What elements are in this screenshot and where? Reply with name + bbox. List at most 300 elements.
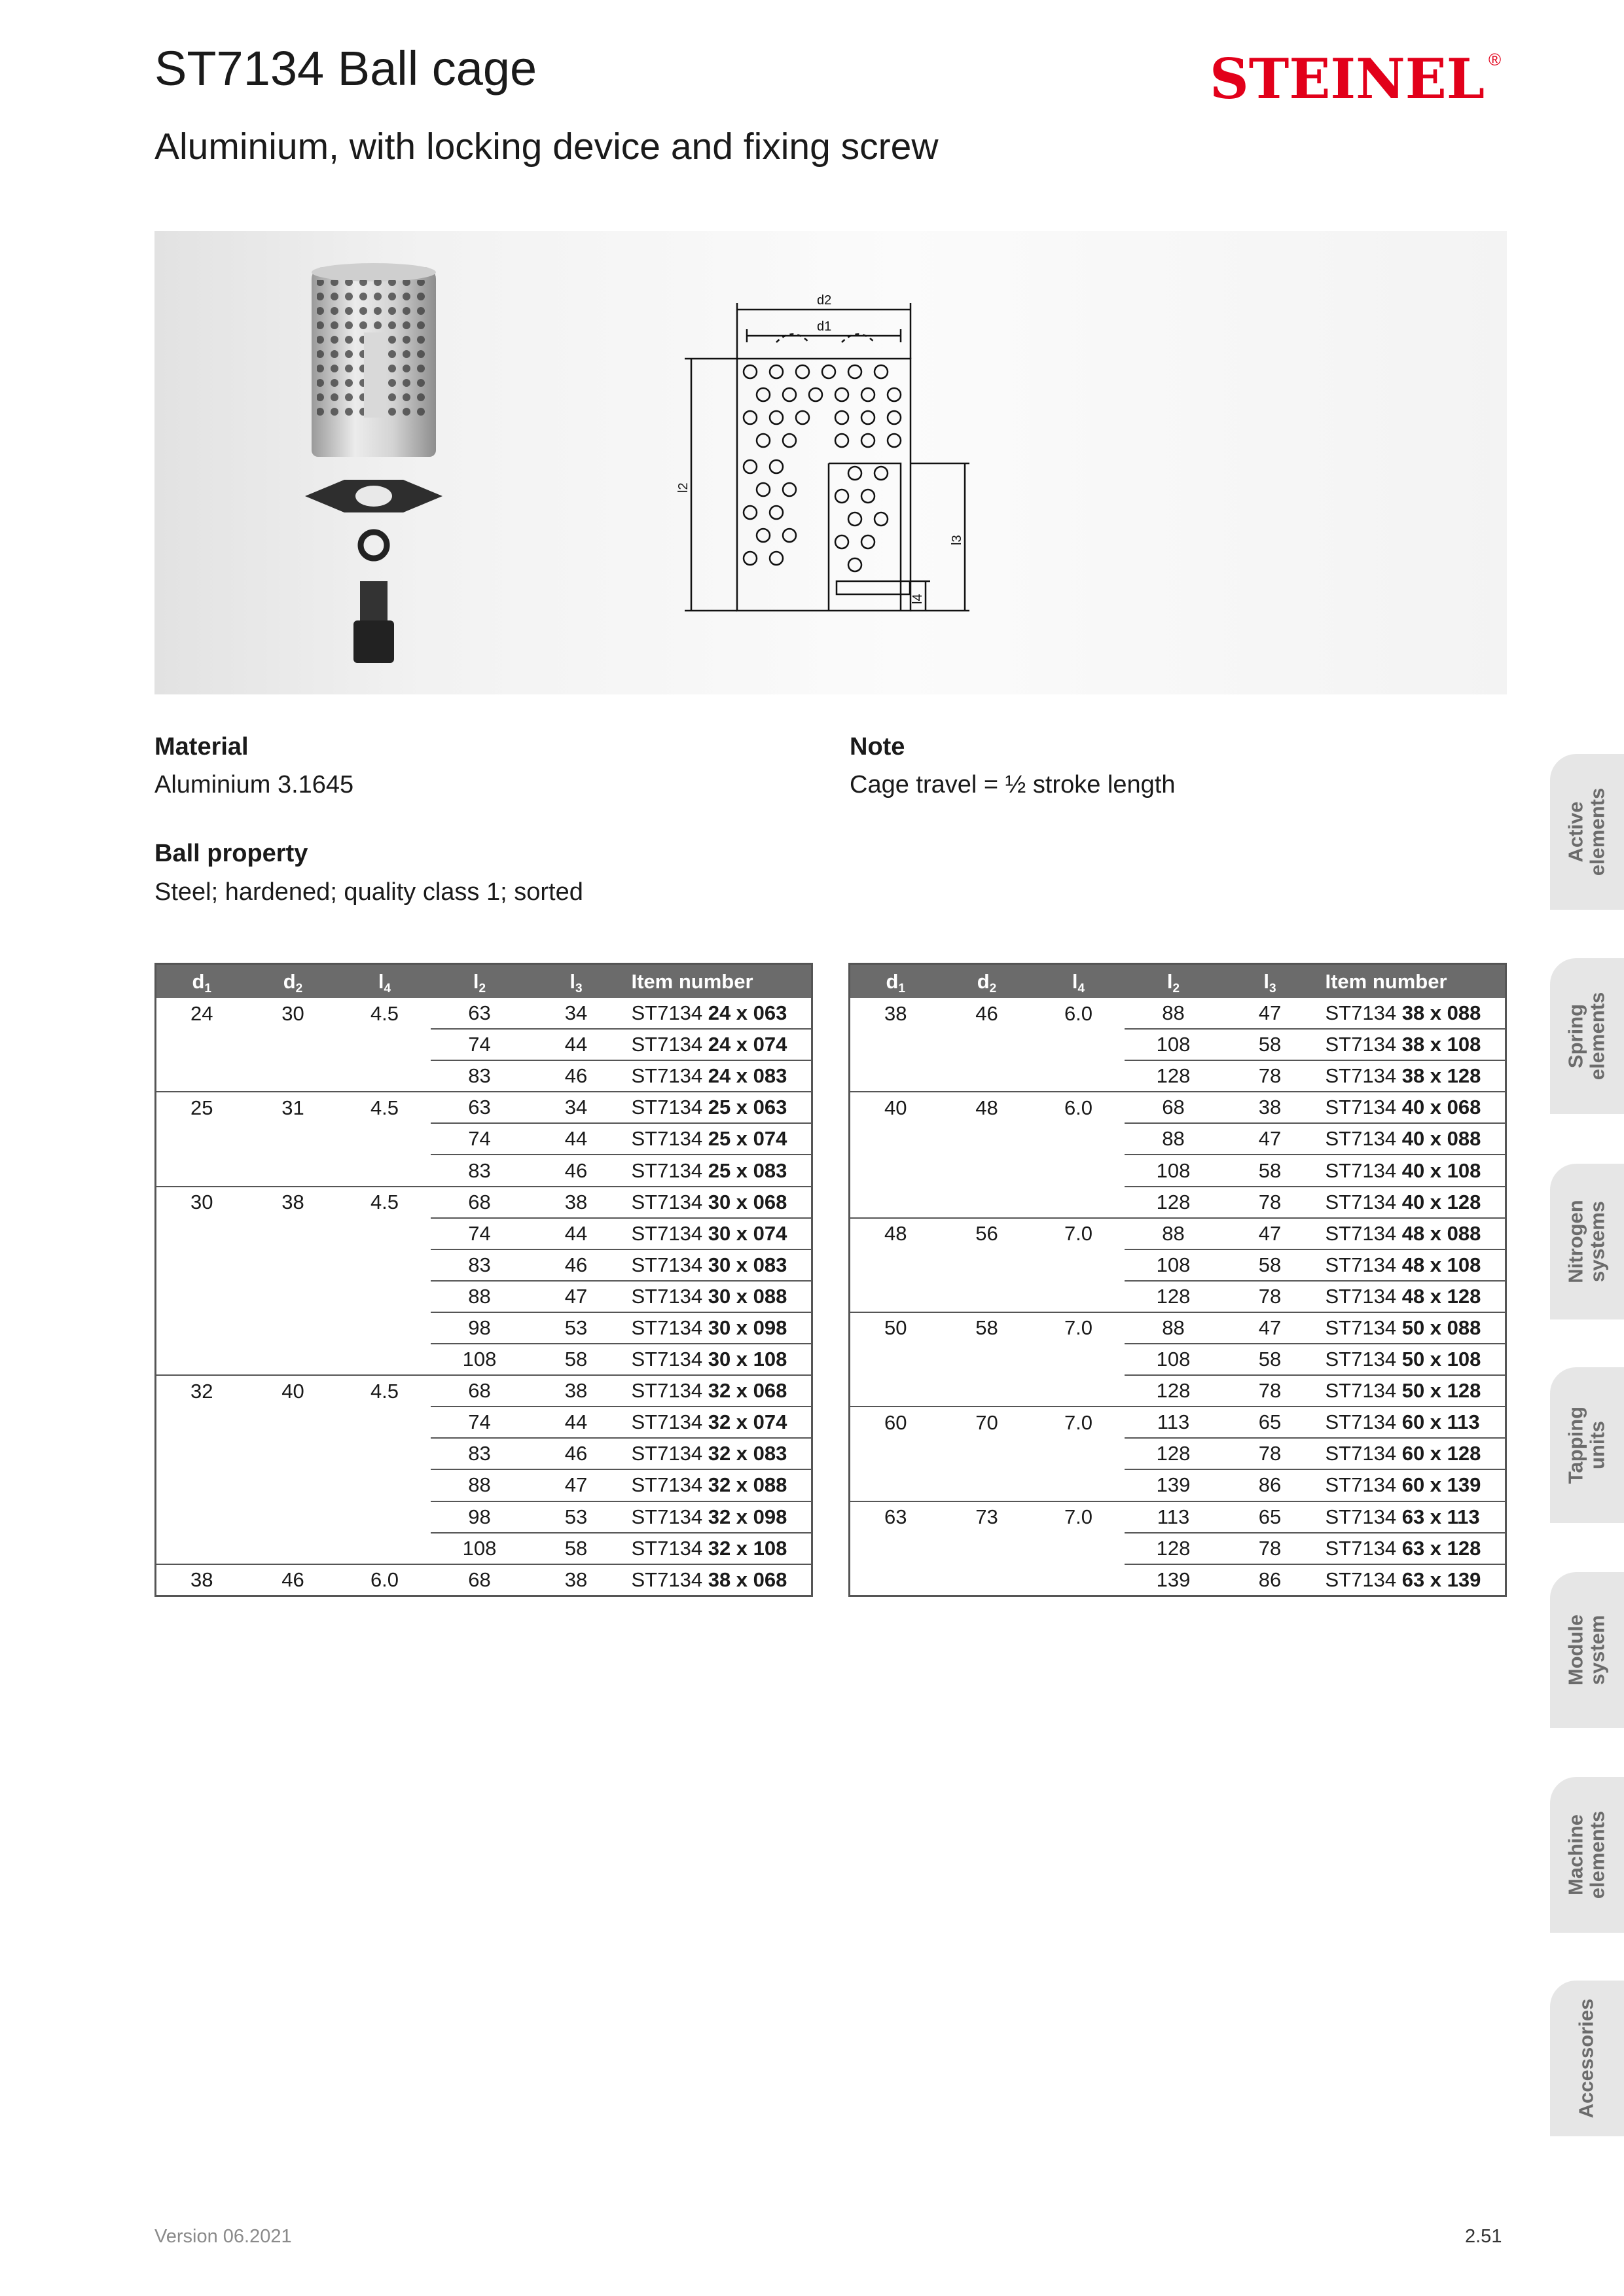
cell-l2: 108 (1125, 1029, 1223, 1060)
cell-l2: 98 (431, 1312, 529, 1344)
cell-l2: 74 (431, 1218, 529, 1249)
side-tab-4[interactable] (1550, 1572, 1624, 1728)
cell-empty (339, 1218, 431, 1249)
cell-item-number (624, 1501, 812, 1533)
col-d2: d2 (941, 964, 1033, 999)
cell-empty (850, 1187, 941, 1218)
item-prefix: ST7134 (631, 1158, 708, 1182)
item-prefix: ST7134 (631, 1253, 708, 1276)
item-prefix: ST7134 (1325, 1316, 1402, 1339)
table-row (850, 1187, 1506, 1218)
cell-d2: 73 (941, 1501, 1033, 1533)
cell-l2: 128 (1125, 1438, 1223, 1469)
cell-l2: 139 (1125, 1469, 1223, 1501)
cell-item-number (624, 1469, 812, 1501)
cell-empty (1033, 1438, 1125, 1469)
col-item-number: Item number (624, 964, 812, 999)
cell-l4: 7.0 (1033, 1407, 1125, 1438)
side-tab-label: Spring elements (1564, 992, 1608, 1081)
table-row (156, 1123, 812, 1155)
cell-empty (1033, 1155, 1125, 1186)
technical-drawing (678, 277, 1149, 643)
cell-d1: 60 (850, 1407, 941, 1438)
cell-l3: 53 (529, 1501, 624, 1533)
table-row (850, 1469, 1506, 1501)
cell-empty (339, 1407, 431, 1438)
cell-empty (850, 1029, 941, 1060)
side-tab-2[interactable] (1550, 1164, 1624, 1319)
cell-empty (339, 1060, 431, 1092)
item-prefix: ST7134 (1325, 1127, 1402, 1151)
item-prefix: ST7134 (631, 1348, 708, 1371)
cell-d1: 50 (850, 1312, 941, 1344)
cell-item-number (624, 1564, 812, 1596)
cell-l2: 74 (431, 1407, 529, 1438)
cell-item-number (624, 1438, 812, 1469)
item-code: 30 x 074 (708, 1221, 787, 1245)
cell-l3: 44 (529, 1123, 624, 1155)
cell-empty (1033, 1187, 1125, 1218)
table-row (156, 1501, 812, 1533)
cell-empty (156, 1029, 247, 1060)
item-prefix: ST7134 (1325, 1190, 1402, 1213)
cell-empty (941, 1344, 1033, 1375)
cell-d2: 40 (247, 1375, 339, 1407)
item-prefix: ST7134 (1325, 1253, 1402, 1276)
cell-item-number (624, 1249, 812, 1281)
col-item-number: Item number (1318, 964, 1506, 999)
table-row (850, 1281, 1506, 1312)
cell-empty (156, 1344, 247, 1375)
item-code: 32 x 074 (708, 1410, 787, 1434)
cell-empty (941, 1564, 1033, 1596)
cell-item-number (1318, 1501, 1506, 1533)
cell-l3: 65 (1223, 1407, 1318, 1438)
product-photo (298, 260, 456, 679)
page-number: 2.51 (1465, 2226, 1502, 2247)
cell-empty (339, 1469, 431, 1501)
cell-l3: 46 (529, 1060, 624, 1092)
side-tab-1[interactable] (1550, 958, 1624, 1114)
cell-d1: 30 (156, 1187, 247, 1218)
item-code: 38 x 088 (1401, 1001, 1481, 1025)
cell-empty (850, 1249, 941, 1281)
cell-item-number (624, 1029, 812, 1060)
side-tab-label: Machine elements (1564, 1810, 1608, 1899)
cell-item-number (624, 1218, 812, 1249)
item-prefix: ST7134 (1325, 1410, 1402, 1434)
item-code: 60 x 139 (1401, 1473, 1481, 1497)
cell-l2: 68 (1125, 1092, 1223, 1123)
cell-l3: 58 (529, 1344, 624, 1375)
cell-l2: 108 (1125, 1344, 1223, 1375)
col-l3: l3 (529, 964, 624, 999)
cell-l3: 78 (1223, 1533, 1318, 1564)
table-row (156, 1564, 812, 1596)
cell-l4: 4.5 (339, 1375, 431, 1407)
dimension-table-left (154, 963, 813, 1597)
cell-empty (156, 1060, 247, 1092)
cell-item-number (624, 1092, 812, 1123)
material-heading: Material (154, 733, 249, 761)
cell-empty (941, 1060, 1033, 1092)
cell-empty (850, 1060, 941, 1092)
cell-item-number (1318, 1312, 1506, 1344)
cell-item-number (1318, 1281, 1506, 1312)
cell-empty (941, 1469, 1033, 1501)
cell-d1: 63 (850, 1501, 941, 1533)
cell-l2: 128 (1125, 1281, 1223, 1312)
cell-empty (156, 1155, 247, 1186)
table-row (156, 1187, 812, 1218)
item-prefix: ST7134 (631, 1190, 708, 1213)
cell-item-number (1318, 1407, 1506, 1438)
item-prefix: ST7134 (1325, 1473, 1402, 1497)
cell-l2: 108 (431, 1533, 529, 1564)
cell-l2: 113 (1125, 1407, 1223, 1438)
cell-l3: 86 (1223, 1564, 1318, 1596)
cell-empty (247, 1029, 339, 1060)
table-row (156, 998, 812, 1029)
item-prefix: ST7134 (631, 1442, 708, 1465)
item-code: 50 x 128 (1401, 1379, 1481, 1403)
cell-item-number (1318, 998, 1506, 1029)
item-prefix: ST7134 (1325, 1284, 1402, 1308)
cell-d1: 25 (156, 1092, 247, 1123)
cell-d1: 24 (190, 1001, 213, 1025)
cell-l3: 47 (529, 1281, 624, 1312)
table-row (156, 1218, 812, 1249)
cell-l2: 128 (1125, 1533, 1223, 1564)
cell-l3: 78 (1223, 1060, 1318, 1092)
cell-item-number (1318, 1469, 1506, 1501)
item-code: 25 x 074 (708, 1127, 787, 1151)
item-code: 48 x 088 (1401, 1221, 1481, 1245)
item-code: 32 x 083 (708, 1442, 787, 1465)
item-prefix: ST7134 (631, 1316, 708, 1339)
table-row (850, 1564, 1506, 1596)
cell-item-number (1318, 1218, 1506, 1249)
cell-l4: 7.0 (1033, 1501, 1125, 1533)
cell-l3: 58 (1223, 1249, 1318, 1281)
page-subtitle: Aluminium, with locking device and fixing screw (154, 126, 939, 168)
table-row (156, 1438, 812, 1469)
cell-empty (1033, 1029, 1125, 1060)
cell-item-number (1318, 1533, 1506, 1564)
note-text: Cage travel = ½ stroke length (850, 771, 1176, 798)
cell-l4: 6.0 (1064, 1001, 1093, 1025)
table-row (156, 1249, 812, 1281)
cell-item-number (1318, 1564, 1506, 1596)
cell-empty (941, 1249, 1033, 1281)
table-row (156, 1092, 812, 1123)
side-tab-3[interactable] (1550, 1367, 1624, 1523)
cell-empty (850, 1533, 941, 1564)
version-label: Version 06.2021 (154, 2226, 292, 2247)
item-prefix: ST7134 (1325, 1568, 1402, 1591)
cell-l3: 34 (529, 1092, 624, 1123)
brand-text: STEINEL (1210, 46, 1485, 111)
cell-l3: 58 (1223, 1155, 1318, 1186)
cell-l3: 78 (1223, 1375, 1318, 1407)
col-l4: l4 (1033, 964, 1125, 999)
cell-l2: 68 (431, 1187, 529, 1218)
label-l2: l2 (676, 482, 691, 493)
cell-l3: 47 (1223, 1123, 1318, 1155)
table-row (850, 1249, 1506, 1281)
cell-empty (247, 1281, 339, 1312)
cell-l2: 63 (468, 1001, 491, 1025)
side-tab-label: Accessories (1574, 1998, 1598, 2119)
table-row (156, 1375, 812, 1407)
cell-l3: 86 (1223, 1469, 1318, 1501)
item-prefix: ST7134 (1325, 1096, 1402, 1119)
side-tab-label: Active elements (1564, 787, 1608, 876)
table-row (850, 1029, 1506, 1060)
item-code: 30 x 083 (708, 1253, 787, 1276)
cell-empty (850, 1123, 941, 1155)
cell-empty (941, 1438, 1033, 1469)
cell-empty (850, 1469, 941, 1501)
note-heading: Note (850, 733, 905, 761)
cell-l2: 108 (1125, 1155, 1223, 1186)
cell-empty (941, 1375, 1033, 1407)
item-code: 40 x 128 (1401, 1190, 1481, 1213)
cell-d1: 48 (850, 1218, 941, 1249)
item-code: 32 x 088 (708, 1473, 787, 1497)
cell-empty (941, 1155, 1033, 1186)
label-d2: d2 (817, 293, 832, 308)
steinel-logo (1210, 46, 1504, 111)
col-l2: l2 (1125, 964, 1223, 999)
table-row (850, 1123, 1506, 1155)
item-code: 38 x 108 (1401, 1033, 1481, 1056)
cell-l3: 46 (529, 1438, 624, 1469)
material-text: Aluminium 3.1645 (154, 771, 354, 798)
table-row (850, 998, 1506, 1029)
cell-l3: 38 (529, 1375, 624, 1407)
cell-l2: 68 (431, 1564, 529, 1596)
cell-l3: 38 (1223, 1092, 1318, 1123)
side-tab-6[interactable] (1550, 1981, 1624, 2136)
item-prefix: ST7134 (631, 1221, 708, 1245)
table-row (850, 1155, 1506, 1186)
cell-empty (339, 1312, 431, 1344)
item-code: 60 x 128 (1401, 1442, 1481, 1465)
cell-l3: 46 (529, 1155, 624, 1186)
cell-empty (156, 1312, 247, 1344)
cell-l4: 4.5 (339, 1092, 431, 1123)
cell-l3: 44 (529, 1218, 624, 1249)
cell-l4: 6.0 (339, 1564, 431, 1596)
registered-mark: ® (1489, 50, 1502, 69)
cell-l2: 128 (1125, 1060, 1223, 1092)
cell-empty (850, 1438, 941, 1469)
cell-empty (247, 1218, 339, 1249)
cell-l4: 4.5 (370, 1001, 399, 1025)
col-d1: d1 (850, 964, 941, 999)
cell-l3: 46 (529, 1249, 624, 1281)
side-tab-label: Tapping units (1564, 1406, 1608, 1484)
cell-d2: 48 (941, 1092, 1033, 1123)
cell-l2: 108 (431, 1344, 529, 1375)
cell-d1: 32 (156, 1375, 247, 1407)
label-l3: l3 (950, 535, 964, 545)
cell-empty (156, 1438, 247, 1469)
label-l4: l4 (911, 594, 925, 604)
item-prefix: ST7134 (631, 1410, 708, 1434)
cell-l3: 47 (529, 1469, 624, 1501)
cell-l2: 74 (431, 1029, 529, 1060)
cell-item-number (1318, 1123, 1506, 1155)
item-code: 40 x 068 (1401, 1096, 1481, 1119)
cell-empty (1033, 1123, 1125, 1155)
cell-l2: 88 (1125, 1123, 1223, 1155)
item-prefix: ST7134 (631, 1096, 708, 1119)
cell-empty (156, 1218, 247, 1249)
cell-item-number (1318, 1029, 1506, 1060)
cell-empty (941, 1533, 1033, 1564)
cell-empty (156, 1501, 247, 1533)
cell-item-number (624, 1533, 812, 1564)
cell-empty (339, 1249, 431, 1281)
cell-d2: 70 (941, 1407, 1033, 1438)
cell-empty (156, 1249, 247, 1281)
col-d1: d1 (156, 964, 247, 999)
cell-d2: 38 (247, 1187, 339, 1218)
item-code: 38 x 068 (708, 1568, 787, 1591)
item-prefix: ST7134 (1325, 1064, 1402, 1088)
cell-empty (339, 1029, 431, 1060)
cell-empty (339, 1344, 431, 1375)
cell-empty (941, 1187, 1033, 1218)
cell-l3: 34 (564, 1001, 588, 1025)
cell-l3: 65 (1223, 1501, 1318, 1533)
cell-empty (156, 1469, 247, 1501)
cell-empty (1033, 1375, 1125, 1407)
cell-l3: 38 (529, 1187, 624, 1218)
table-row (850, 1438, 1506, 1469)
cell-empty (247, 1438, 339, 1469)
item-prefix: ST7134 (631, 1033, 708, 1056)
side-tab-5[interactable] (1550, 1777, 1624, 1933)
cell-l2: 88 (431, 1469, 529, 1501)
cell-l2: 88 (1162, 1001, 1185, 1025)
col-d2: d2 (247, 964, 339, 999)
item-code: 30 x 088 (708, 1284, 787, 1308)
cell-l2: 113 (1125, 1501, 1223, 1533)
item-code: 50 x 088 (1401, 1316, 1481, 1339)
cell-empty (339, 1281, 431, 1312)
table-row (156, 1533, 812, 1564)
item-prefix: ST7134 (631, 1505, 708, 1528)
cell-item-number (624, 1281, 812, 1312)
ball-property-text: Steel; hardened; quality class 1; sorted (154, 878, 583, 906)
cell-empty (156, 1407, 247, 1438)
col-l4: l4 (339, 964, 431, 999)
cell-l3: 38 (529, 1564, 624, 1596)
cell-l4: 7.0 (1033, 1218, 1125, 1249)
cell-empty (339, 1533, 431, 1564)
item-prefix: ST7134 (631, 1284, 708, 1308)
item-code: 50 x 108 (1401, 1348, 1481, 1371)
ball-property-heading: Ball property (154, 840, 308, 867)
col-l2: l2 (431, 964, 529, 999)
cell-item-number (1318, 1155, 1506, 1186)
cell-d1: 40 (850, 1092, 941, 1123)
item-code: 25 x 063 (708, 1096, 787, 1119)
cell-empty (1033, 1469, 1125, 1501)
side-tab-0[interactable] (1550, 754, 1624, 910)
table-row (850, 1501, 1506, 1533)
product-figure (154, 231, 1507, 694)
item-code: 63 x 128 (1401, 1536, 1481, 1560)
table-row (156, 1469, 812, 1501)
cell-empty (247, 1501, 339, 1533)
item-prefix: ST7134 (1325, 1442, 1402, 1465)
cell-l3: 58 (529, 1533, 624, 1564)
item-code: 40 x 108 (1401, 1158, 1481, 1182)
cell-l4: 7.0 (1033, 1312, 1125, 1344)
cell-empty (941, 1029, 1033, 1060)
cell-l3: 44 (529, 1029, 624, 1060)
cell-l2: 98 (431, 1501, 529, 1533)
cell-l2: 88 (1125, 1312, 1223, 1344)
cell-item-number (624, 1375, 812, 1407)
cell-l3: 58 (1223, 1029, 1318, 1060)
table-row (850, 1060, 1506, 1092)
item-code: 38 x 128 (1401, 1064, 1481, 1088)
cell-item-number (624, 1155, 812, 1186)
item-code: 40 x 088 (1401, 1127, 1481, 1151)
cell-l2: 63 (431, 1092, 529, 1123)
cell-d2: 46 (975, 1001, 998, 1025)
cell-empty (1033, 1060, 1125, 1092)
cell-l2: 88 (431, 1281, 529, 1312)
cell-empty (339, 1438, 431, 1469)
item-code: 48 x 108 (1401, 1253, 1481, 1276)
cell-empty (247, 1469, 339, 1501)
cell-empty (1033, 1249, 1125, 1281)
page-title: ST7134 Ball cage (154, 41, 537, 96)
item-code: 24 x 083 (708, 1064, 787, 1088)
cell-item-number (624, 1344, 812, 1375)
item-code: 24 x 063 (708, 1001, 787, 1025)
item-code: 63 x 113 (1401, 1505, 1480, 1528)
cell-empty (850, 1344, 941, 1375)
item-prefix: ST7134 (1325, 1001, 1402, 1025)
cell-empty (247, 1344, 339, 1375)
item-code: 63 x 139 (1401, 1568, 1481, 1591)
cell-empty (339, 1155, 431, 1186)
cell-l3: 78 (1223, 1281, 1318, 1312)
cell-l2: 88 (1125, 1218, 1223, 1249)
cell-item-number (624, 1123, 812, 1155)
cell-empty (247, 1060, 339, 1092)
cell-empty (850, 1281, 941, 1312)
cell-l3: 78 (1223, 1438, 1318, 1469)
label-d1: d1 (817, 319, 832, 334)
cell-empty (247, 1155, 339, 1186)
item-code: 32 x 068 (708, 1379, 787, 1403)
cell-empty (247, 1249, 339, 1281)
cell-empty (1033, 1281, 1125, 1312)
item-prefix: ST7134 (1325, 1221, 1402, 1245)
cell-item-number (1318, 1344, 1506, 1375)
cell-d2: 31 (247, 1092, 339, 1123)
table-row (850, 1533, 1506, 1564)
cell-empty (1033, 1564, 1125, 1596)
